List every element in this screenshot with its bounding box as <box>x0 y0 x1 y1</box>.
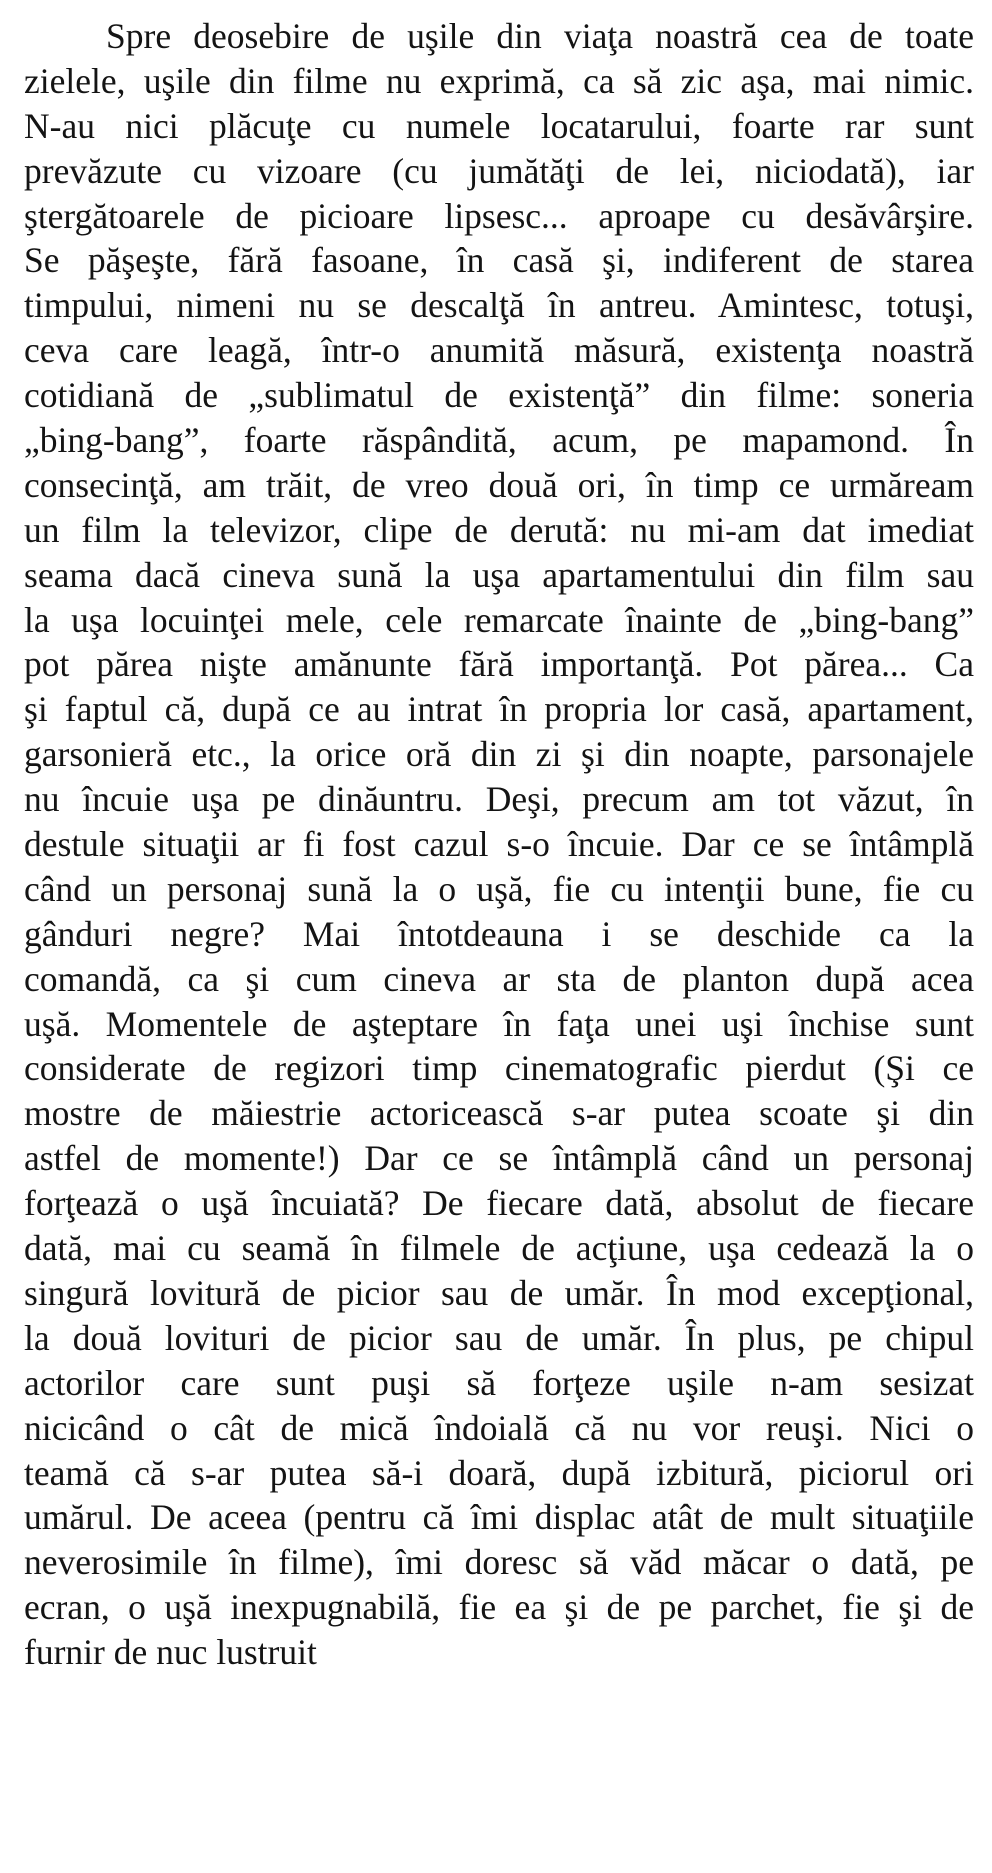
text-line-28: dată, mai cu seamă în filmele de acţiune, uşa cedează la o <box>24 1228 974 1269</box>
text-line-2: zielele, uşile din filme nu exprimă, ca să zic aşa, mai nimic. <box>24 60 974 101</box>
text-line-26: astfel de momente!) Dar ce se întâmplă când un personaj <box>24 1138 974 1179</box>
text-line-33: teamă că s-ar putea să-i doară, după izbitură, piciorul ori <box>24 1452 974 1493</box>
text-line-21: gânduri negre? Mai întotdeauna i se deschide ca la <box>24 913 974 954</box>
text-line-29: singură lovitură de picior sau de umăr. În mod excepţional, <box>24 1272 974 1313</box>
text-line-9: cotidiană de „sublimatul de existenţă” din filme: soneria <box>24 375 974 416</box>
text-line-6: Se păşeşte, fără fasoane, în casă şi, indiferent de starea <box>24 240 974 281</box>
text-line-1: Spre deosebire de uşile din viaţa noastră cea de toate <box>106 16 974 56</box>
text-line-5: ştergătoarele de picioare lipsesc... aproape cu desăvârşire. <box>24 195 974 236</box>
text-line-25: mostre de măiestrie actoricească s-ar putea scoate şi din <box>24 1093 974 1134</box>
text-line-37: furnir de nuc lustruit <box>24 1632 317 1673</box>
text-line-14: la uşa locuinţei mele, cele remarcate înainte de „bing-bang” <box>24 599 974 640</box>
text-line-32: nicicând o cât de mică îndoială că nu vor reuşi. Nici o <box>24 1407 974 1448</box>
text-line-8: ceva care leagă, într-o anumită măsură, existenţa noastră <box>24 330 974 371</box>
text-line-12: un film la televizor, clipe de derută: nu mi-am dat imediat <box>24 509 974 550</box>
text-line-24: considerate de regizori timp cinematografic pierdut (Şi ce <box>24 1048 974 1089</box>
text-line-16: şi faptul că, după ce au intrat în propria lor casă, apartament, <box>24 689 974 730</box>
text-line-31: actorilor care sunt puşi să forţeze uşile n-am sesizat <box>24 1362 974 1403</box>
text-line-18: nu încuie uşa pe dinăuntru. Deşi, precum am tot văzut, în <box>24 779 974 820</box>
text-line-34: umărul. De aceea (pentru că îmi displac atât de mult situaţiile <box>24 1497 974 1538</box>
text-line-19: destule situaţii ar fi fost cazul s-o încuie. Dar ce se întâmplă <box>24 824 974 865</box>
text-line-13: seama dacă cineva sună la uşa apartamentului din film sau <box>24 554 974 595</box>
text-line-30: la două lovituri de picior sau de umăr. În plus, pe chipul <box>24 1317 974 1358</box>
body-paragraph <box>24 14 974 1675</box>
text-line-36: ecran, o uşă inexpugnabilă, fie ea şi de pe parchet, fie şi de <box>24 1587 974 1628</box>
text-line-10: „bing-bang”, foarte răspândită, acum, pe mapamond. În <box>24 420 974 461</box>
text-line-7: timpului, nimeni nu se descalţă în antreu. Amintesc, totuşi, <box>24 285 974 326</box>
text-line-27: forţează o uşă încuiată? De fiecare dată, absolut de fiecare <box>24 1183 974 1224</box>
text-line-17: garsonieră etc., la orice oră din zi şi din noapte, parsonajele <box>24 734 974 775</box>
text-line-3: N-au nici plăcuţe cu numele locatarului, foarte rar sunt <box>24 105 974 146</box>
text-line-20: când un personaj sună la o uşă, fie cu intenţii bune, fie cu <box>24 868 974 909</box>
text-line-35: neverosimile în filme), îmi doresc să văd măcar o dată, pe <box>24 1542 974 1583</box>
text-line-4: prevăzute cu vizoare (cu jumătăţi de lei, niciodată), iar <box>24 150 974 191</box>
text-line-15: pot părea nişte amănunte fără importanţă. Pot părea... Ca <box>24 644 974 685</box>
text-line-22: comandă, ca şi cum cineva ar sta de planton după acea <box>24 958 974 999</box>
text-line-11: consecinţă, am trăit, de vreo două ori, în timp ce urmăream <box>24 464 974 505</box>
text-line-23: uşă. Momentele de aşteptare în faţa unei uşi închise sunt <box>24 1003 974 1044</box>
